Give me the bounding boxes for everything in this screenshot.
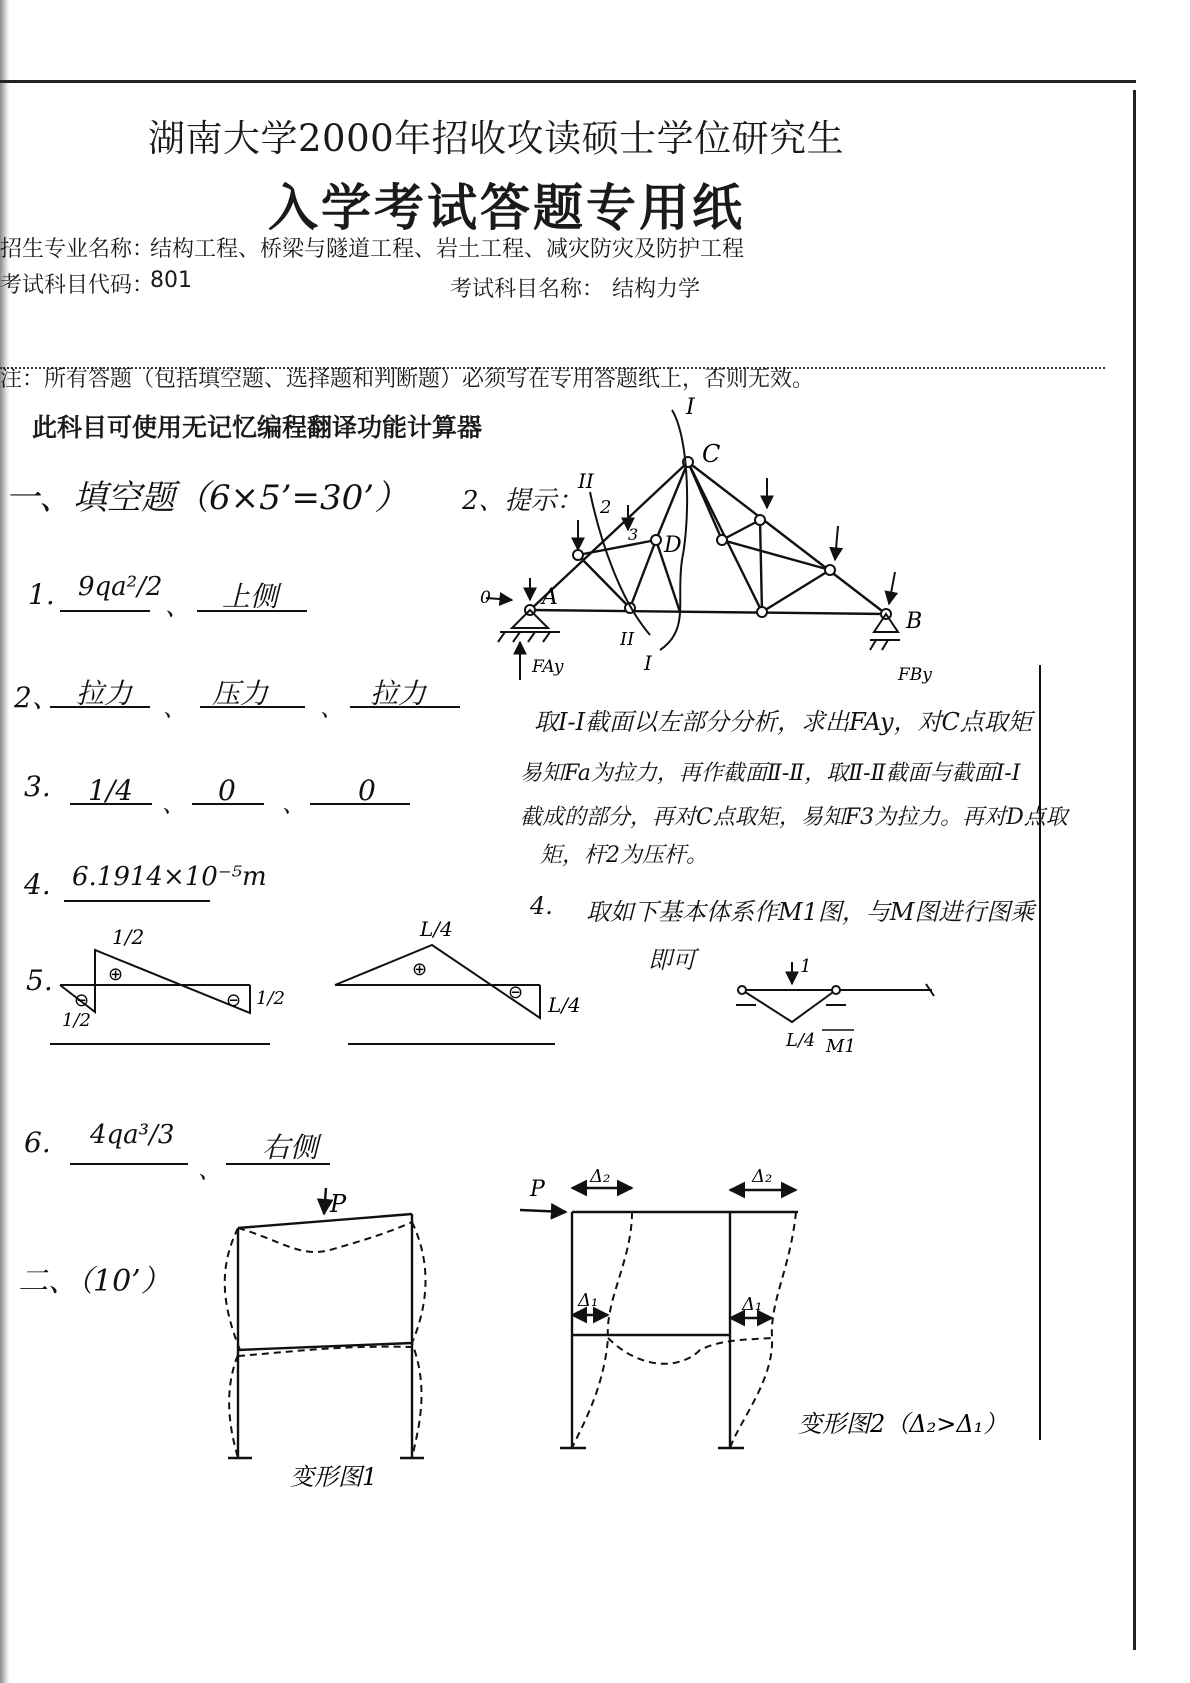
truss-label-section-ii-top: II — [578, 469, 594, 493]
deformation-figure-1 — [228, 1188, 424, 1458]
truss-label-bar-3: 3 — [628, 525, 639, 544]
m1-diagram-name: M1 — [826, 1036, 856, 1057]
fig2-load-label: P — [530, 1177, 545, 1202]
truss-label-c: C — [702, 440, 721, 468]
q6-number: 6. — [24, 1126, 51, 1159]
q2-separator1: 、 — [163, 694, 187, 722]
q4-number: 4. — [24, 868, 51, 901]
hint-q2-label: 2、提示： — [462, 486, 583, 516]
hint-line4: 矩，杆2为压杆。 — [540, 843, 708, 868]
q5-d1-minus-left: ⊖ — [74, 990, 90, 1011]
q1-answer1: 9qa²/2 — [78, 572, 163, 602]
truss-label-b: B — [906, 609, 923, 634]
q2-answer2: 压力 — [212, 677, 269, 710]
subject-code-label: 考试科目代码： — [0, 273, 155, 298]
truss-label-section-ii-bottom: II — [620, 629, 635, 650]
q5-number: 5. — [26, 964, 53, 997]
q3-answer2: 0 — [218, 774, 236, 807]
hint-q4-line1: 取如下基本体系作M1图，与M图进行图乘 — [586, 898, 1035, 926]
major-label: 招生专业名称： — [0, 237, 155, 262]
q2-separator2: 、 — [320, 694, 344, 722]
q4-answer: 6.1914×10⁻⁵m — [72, 862, 267, 892]
subject-name-value: 结构力学 — [612, 277, 701, 302]
truss-label-fay: FAy — [532, 657, 564, 677]
q6-separator: 、 — [198, 1156, 222, 1184]
deformation-figure-2 — [520, 1188, 798, 1448]
q1-separator: 、 — [165, 592, 192, 622]
hint-line3: 截成的部分，再对C点取矩，易知F3为拉力。再对D点取 — [520, 805, 1068, 830]
fig1-load-label: P — [330, 1190, 347, 1218]
q5-d2-minus-sign: ⊖ — [508, 982, 524, 1003]
m1-diagram — [736, 962, 934, 1030]
truss-label-fby: FBy — [898, 665, 932, 685]
fig2-delta2-right: Δ₂ — [752, 1166, 773, 1187]
q3-separator1: 、 — [162, 790, 186, 818]
fig1-caption: 变形图1 — [290, 1463, 378, 1491]
q3-number: 3. — [24, 770, 51, 803]
sheet-title-line1: 湖南大学2000年招收攻读硕士学位研究生 — [148, 117, 845, 160]
hint-line1: 取Ⅰ-Ⅰ截面以左部分分析，求出FAy，对C点取矩 — [534, 708, 1032, 736]
q5-d1-plus-sign: ⊕ — [108, 964, 124, 985]
hint-q4-number: 4. — [530, 892, 553, 920]
q2-answer1: 拉力 — [76, 677, 133, 710]
fig2-delta1-left: Δ₁ — [578, 1290, 599, 1311]
subject-name-label: 考试科目名称： — [450, 277, 605, 302]
m1-midspan-value: L/4 — [786, 1030, 816, 1051]
truss-label-zero: 0 — [480, 588, 491, 608]
q5-d2-right-value: L/4 — [548, 993, 581, 1017]
section2-heading: 二、（10’） — [18, 1264, 171, 1299]
truss-label-d: D — [664, 533, 682, 558]
q1-number: 1. — [28, 578, 55, 611]
q3-answer1: 1/4 — [88, 774, 134, 807]
subject-code-value: 801 — [150, 268, 192, 293]
fig2-caption: 变形图2（Δ₂>Δ₁） — [798, 1410, 1008, 1438]
q2-number: 2、 — [14, 681, 60, 714]
q5-d2-top-value: L/4 — [420, 917, 453, 941]
q5-d1-bottom-left-value: 1/2 — [62, 1010, 91, 1031]
sheet-title-line2: 入学考试答题专用纸 — [268, 179, 745, 237]
truss-section-cuts — [590, 410, 687, 650]
truss-label-section-i-bottom: I — [644, 651, 652, 675]
deformation-curve-2 — [572, 1212, 796, 1448]
major-value: 结构工程、桥梁与隧道工程、岩土工程、减灾防灾及防护工程 — [150, 237, 745, 262]
q5-d1-top-value: 1/2 — [112, 925, 145, 949]
calculator-note: 此科目可使用无记忆编程翻译功能计算器 — [32, 413, 483, 442]
hint-q4-line2: 即可 — [648, 946, 696, 974]
fig2-delta1-right: Δ₁ — [742, 1294, 763, 1315]
q1-answer2: 上侧 — [222, 580, 279, 613]
fig2-delta2-left: Δ₂ — [590, 1166, 611, 1187]
hint-line2: 易知Fa为拉力，再作截面Ⅱ-Ⅱ，取Ⅱ-Ⅱ截面与截面Ⅰ-Ⅰ — [520, 761, 1021, 786]
q5-d2-plus-sign: ⊕ — [412, 959, 428, 980]
q5-d1-right-value: 1/2 — [256, 988, 285, 1009]
q6-answer1: 4qa³/3 — [90, 1120, 175, 1150]
q2-answer3: 拉力 — [370, 677, 427, 710]
q5-d1-minus-right: ⊖ — [226, 990, 242, 1011]
truss-label-bar-2: 2 — [600, 497, 612, 518]
truss-label-section-i-top: I — [686, 395, 695, 420]
m1-unit-force: 1 — [800, 956, 812, 977]
q3-separator2: 、 — [282, 790, 306, 818]
truss-label-a: A — [542, 585, 558, 610]
q6-answer2: 右侧 — [262, 1131, 319, 1164]
section1-heading: 一、填空题（6×5’=30’） — [5, 478, 409, 518]
deformation-curve-1 — [225, 1222, 426, 1458]
q3-answer3: 0 — [358, 774, 376, 807]
answer-notice: 注：所有答题（包括填空题、选择题和判断题）必须写在专用答题纸上，否则无效。 — [0, 367, 815, 392]
